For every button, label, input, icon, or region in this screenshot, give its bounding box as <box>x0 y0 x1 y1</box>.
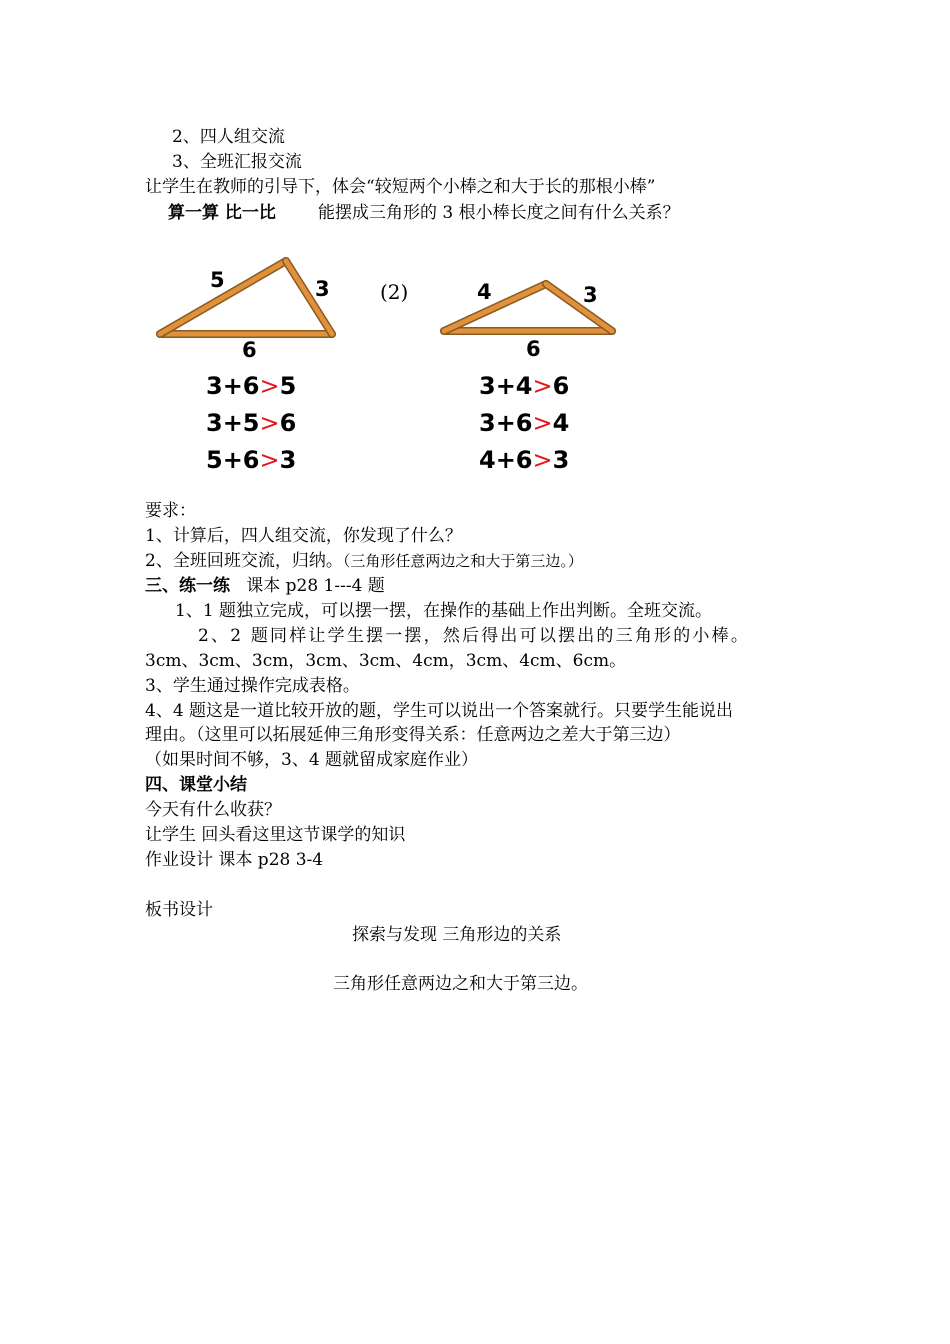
tri1-label-right: 3 <box>315 277 330 301</box>
section-practice: 三、练一练 课本 p28 1---4 题 <box>145 576 385 596</box>
practice-note: （如果时间不够，3、4 题就留成家庭作业） <box>145 750 479 770</box>
board-conclusion: 三角形任意两边之和大于第三边。 <box>333 974 588 994</box>
summary-question: 今天有什么收获？ <box>145 800 281 820</box>
practice-4: 4、4 题这是一道比较开放的题，学生可以说出一个答案就行。只要学生能说出 <box>145 701 734 721</box>
practice-1: 1、1 题独立完成，可以摆一摆，在操作的基础上作出判断。全班交流。 <box>175 601 713 621</box>
homework: 作业设计 课本 p28 3-4 <box>145 850 324 870</box>
tri2-inequality-3: 4+6>3 <box>479 446 570 474</box>
practice-4-cont: 理由。（这里可以拓展延伸三角形变得关系：任意两边之差大于第三边） <box>145 725 681 745</box>
question-relation: 能摆成三角形的 3 根小棒长度之间有什么关系？ <box>318 203 680 223</box>
line-guidance: 让学生在教师的引导下，体会“较短两个小棒之和大于长的那根小棒” <box>145 177 656 197</box>
tri1-inequality-1: 3+6>5 <box>206 372 297 400</box>
tri2-inequality-2: 3+6>4 <box>479 409 570 437</box>
tri1-inequality-2: 3+5>6 <box>206 409 297 437</box>
requirements-heading: 要求： <box>145 501 196 521</box>
practice-2-sticks: 3cm、3cm、3cm，3cm、3cm、4cm，3cm、4cm、6cm。 <box>145 651 627 671</box>
practice-3: 3、学生通过操作完成表格。 <box>145 676 360 696</box>
line-class-report: 3、全班汇报交流 <box>172 152 302 172</box>
requirement-1: 1、计算后，四人组交流，你发现了什么？ <box>145 526 462 546</box>
figure-number: (2) <box>380 280 409 304</box>
tri2-inequality-1: 3+4>6 <box>479 372 570 400</box>
line-group-exchange: 2、四人组交流 <box>172 127 285 147</box>
section-summary: 四、课堂小结 <box>145 775 247 795</box>
heading-calc-compare: 算一算 比一比 <box>168 203 276 223</box>
tri1-inequality-3: 5+6>3 <box>206 446 297 474</box>
tri1-label-left: 5 <box>210 268 225 292</box>
tri2-label-right: 3 <box>583 283 598 307</box>
triangle-figure <box>150 248 630 488</box>
practice-2: 2、2 题同样让学生摆一摆，然后得出可以摆出的三角形的小棒。 <box>198 626 751 646</box>
tri2-label-base: 6 <box>526 337 541 361</box>
summary-review: 让学生 回头看这里这节课学的知识 <box>145 825 406 845</box>
tri2-label-left: 4 <box>477 280 492 304</box>
tri1-label-base: 6 <box>242 338 257 362</box>
board-title: 探索与发现 三角形边的关系 <box>352 925 562 945</box>
requirement-2: 2、全班回班交流，归纳。（三角形任意两边之和大于第三边。） <box>145 551 583 571</box>
board-design-heading: 板书设计 <box>145 900 213 920</box>
